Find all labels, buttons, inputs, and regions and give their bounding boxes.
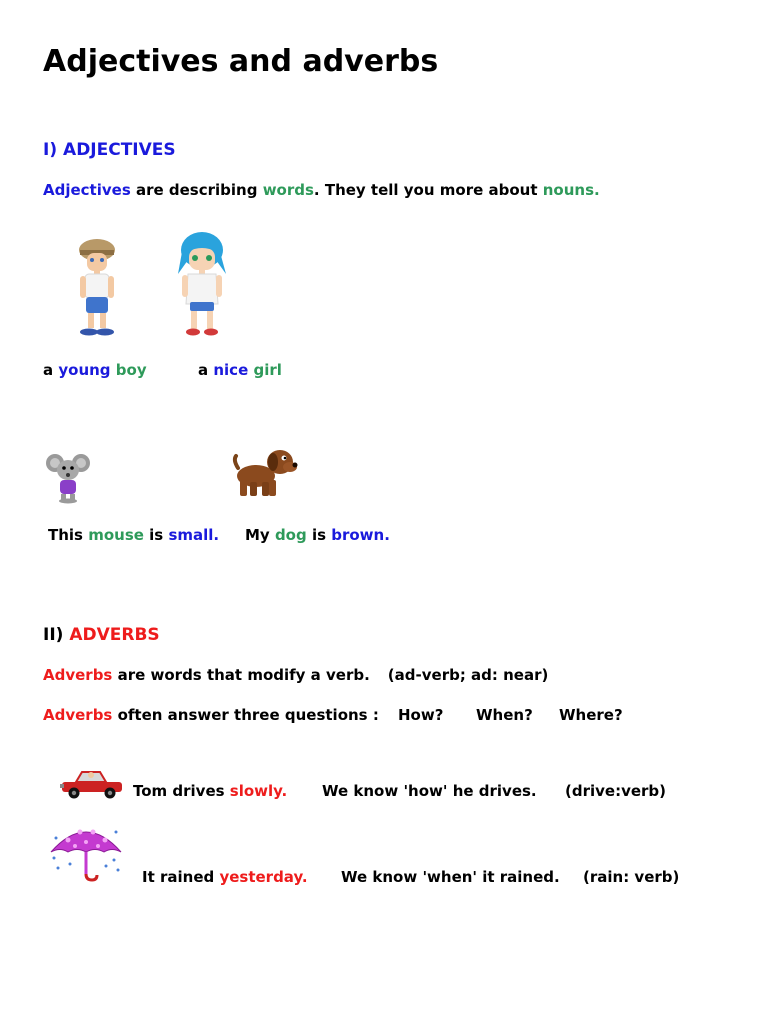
question-when: When? bbox=[476, 706, 533, 724]
girl-noun: girl bbox=[253, 361, 282, 379]
ex1-adverb: slowly. bbox=[229, 782, 288, 800]
dog-text-1: My bbox=[245, 526, 275, 544]
adverbs-questions bbox=[43, 706, 379, 724]
boy-noun: boy bbox=[115, 361, 147, 379]
adverbs-heading-word: ADVERBS bbox=[69, 625, 160, 645]
dog-adjective: brown. bbox=[331, 526, 390, 544]
question-how: How? bbox=[398, 706, 444, 724]
mouse-sentence bbox=[48, 526, 219, 544]
dog-text-2: is bbox=[306, 526, 332, 544]
girl-adjective: nice bbox=[213, 361, 249, 379]
tom-drives-sentence bbox=[133, 782, 287, 800]
boy-adjective: young bbox=[58, 361, 111, 379]
def-text: are words that modify a verb. bbox=[112, 666, 370, 684]
dog-picture bbox=[232, 446, 298, 500]
mouse-text-2: is bbox=[143, 526, 169, 544]
boy-article: a bbox=[43, 361, 59, 379]
page-title: Adjectives and adverbs bbox=[43, 44, 439, 79]
mouse-text-1: This bbox=[48, 526, 89, 544]
adverbs-heading-number: II) bbox=[43, 625, 64, 645]
umbrella-picture bbox=[48, 818, 124, 884]
girl-article: a bbox=[198, 361, 214, 379]
ex2-paren: (rain: verb) bbox=[583, 868, 680, 886]
intro-text-2: . They tell you more about bbox=[313, 181, 543, 199]
intro-adjectives-word: Adjectives bbox=[43, 181, 131, 199]
girl-picture bbox=[176, 230, 228, 340]
mouse-picture bbox=[46, 452, 90, 504]
ex2-know: We know 'when' it rained. bbox=[341, 868, 560, 886]
boy-picture bbox=[76, 236, 120, 340]
nice-girl-caption bbox=[198, 361, 282, 379]
adverbs-heading bbox=[43, 625, 160, 645]
mouse-noun: mouse bbox=[88, 526, 144, 544]
dog-sentence bbox=[245, 526, 390, 544]
ex1-paren: (drive:verb) bbox=[565, 782, 667, 800]
ex1-text: Tom drives bbox=[133, 782, 230, 800]
intro-text-1: are describing bbox=[130, 181, 263, 199]
adverbs-definition bbox=[43, 666, 548, 684]
adjectives-intro bbox=[43, 181, 600, 199]
ex2-text: It rained bbox=[142, 868, 220, 886]
def-paren: (ad-verb; ad: near) bbox=[387, 666, 549, 684]
young-boy-caption bbox=[43, 361, 147, 379]
mouse-adjective: small. bbox=[168, 526, 220, 544]
adjectives-heading-number: I) bbox=[43, 140, 58, 160]
car-picture bbox=[58, 768, 126, 800]
adjectives-heading-word: ADJECTIVES bbox=[63, 140, 176, 160]
q-adverbs-word: Adverbs bbox=[43, 706, 113, 724]
def-adverbs-word: Adverbs bbox=[43, 666, 113, 684]
question-where: Where? bbox=[559, 706, 623, 724]
q-text: often answer three questions : bbox=[112, 706, 379, 724]
adjectives-heading bbox=[43, 140, 176, 160]
it-rained-sentence bbox=[142, 868, 308, 886]
ex2-adverb: yesterday. bbox=[219, 868, 308, 886]
ex1-know: We know 'how' he drives. bbox=[322, 782, 537, 800]
intro-nouns-word: nouns. bbox=[542, 181, 600, 199]
dog-noun: dog bbox=[274, 526, 307, 544]
intro-words-word: words bbox=[262, 181, 314, 199]
